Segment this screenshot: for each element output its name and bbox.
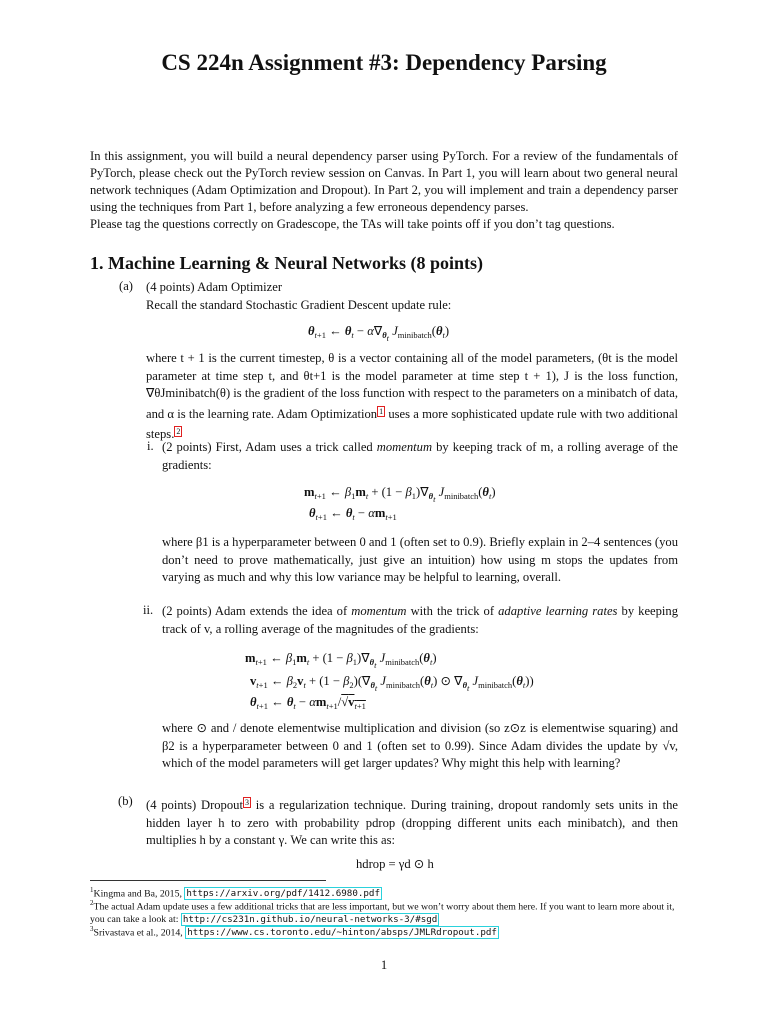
section-heading: 1. Machine Learning & Neural Networks (8 points) [90, 253, 483, 273]
footnote-rule [90, 880, 326, 881]
part-a-recall: Recall the standard Stochastic Gradient Descent update rule: [146, 297, 452, 312]
part-a [146, 279, 676, 314]
part-b-text-1: (4 points) Dropout [146, 798, 243, 812]
page-title: CS 224n Assignment #3: Dependency Parsing [161, 50, 607, 75]
item-i-text-2: by keeping track of m, a rolling average of the gradients: [162, 440, 678, 472]
page-number: 1 [380, 958, 388, 972]
part-a-where-tail: uses a more sophisticated update rule with two additional steps. [146, 406, 678, 441]
footnote-ref-2[interactable]: 2 [176, 427, 181, 436]
intro-paragraph [90, 148, 678, 233]
footnote-2 [90, 897, 680, 926]
adam-equation-v: $v_{t+1}$ ← $\beta_2v_t + (1 - \beta_2)(\nabla_{\theta_t}$ $J_{minibatch}(\theta_t)$ ⊙ $\nabla_{\theta_t}$ $J_{minibatch}(\theta_t)$) [250, 674, 534, 693]
footnote-1-link[interactable]: https://arxiv.org/pdf/1412.6980.pdf [186, 888, 380, 900]
item-i-where: where β1 is a hyperparameter between 0 and 1 (often set to 0.9). Briefly explain in 2–4 sentences (you don’t need to prove mathematically, just give an intuition) how using m stops the updates from varying as much and why this low variance may be helpful to learning, overall. [162, 535, 678, 584]
adam-equation-m: $m_{t+1}$ ← $\beta_1m_t + (1 - \beta_1)\nabla_{\theta_t}$ $J_{minibatch}(\theta_t)$ [245, 651, 437, 670]
momentum-equation-2: $\theta_{t+1}$ ← $\theta_t - \alpha m_{t+1}$ [309, 506, 397, 522]
momentum-equation-1: $m_{t+1}$ ← $\beta_1m_t + (1 - \beta_1)\nabla_{\theta_t}$ $J_{minibatch}(\theta_t)$ [304, 485, 496, 504]
item-ii [162, 603, 678, 638]
footnote-2-link[interactable]: http://cs231n.github.io/neural-networks-3/#sgd [182, 914, 438, 926]
footnote-3-text: Srivastava et al., 2014, [93, 927, 183, 939]
item-ii-where: where ⊙ and / denote elementwise multiplication and division (so z⊙z is elementwise squaring) and β2 is a hyperparameter between 0 and 1 (often set to 0.99). Since Adam divides the update by √v, which of the model parameters will get larger updates? Why might this help with learning? [162, 721, 678, 770]
part-a-where-text: where t + 1 is the current timestep, θ is a vector containing all of the model parameters, (θt is the model parameter at time step t, and θt+1 is the model parameter at time step t + 1), J is the loss function, ∇θJminibatch(θ) is the gradient of the loss function with respect to the parameters on a minibatch of data, and α is the learning rate. Adam Optimization [146, 351, 678, 421]
item-i-text-1: (2 points) First, Adam uses a trick called [162, 440, 373, 454]
intro-note: Please tag the questions correctly on Gradescope, the TAs will take points off if you don’t tag questions. [90, 217, 615, 231]
item-i-momentum: momentum [376, 440, 433, 454]
footnote-1-num: 1 [90, 886, 94, 894]
item-ii-momentum: momentum [351, 604, 407, 618]
footnote-ref-3[interactable]: 3 [244, 798, 249, 807]
item-ii-text-3: by keeping track of v, a rolling average of the magnitudes of the gradients: [162, 604, 679, 636]
footnote-3-link[interactable]: https://www.cs.toronto.edu/~hinton/absps/JMLRdropout.pdf [187, 927, 497, 939]
footnote-1-text: Kingma and Ba, 2015, [93, 888, 182, 900]
footnote-2-text: The actual Adam update uses a few additional tricks that are less important, but we won’t worry about them here. If you want to learn more about it, you can take a look at: [90, 901, 675, 926]
part-a-label: (a) [119, 279, 133, 293]
footnote-3 [90, 923, 680, 939]
footnote-2-num: 2 [90, 899, 94, 907]
part-b [146, 794, 678, 850]
footnote-3-num: 3 [90, 925, 94, 933]
part-b-text-2: is a regularization technique. During training, dropout randomly sets units in the hidden layer h to zero with probability pdrop (dropping different units each minibatch), and then multiplies h by a constant γ. We can write this as: [146, 798, 678, 847]
sgd-equation: $\theta_{t+1}$ ← $\theta_t - \alpha\nabla_{\theta_t}$ $J_{minibatch}(\theta_t)$ [308, 324, 450, 343]
intro-text: In this assignment, you will build a neural dependency parser using PyTorch. For a review of the fundamentals of PyTorch, please check out the PyTorch review session on Canvas. In Part 1, you will learn about two general neural network techniques (Adam Optimization and Dropout). In Part 2, you will implement and train a dependency parser using the techniques from Part 1, before analyzing a few erroneous dependency parses. [90, 149, 678, 214]
item-i [162, 439, 678, 474]
part-a-heading: (4 points) Adam Optimizer [146, 280, 283, 294]
item-ii-label: ii. [143, 603, 154, 617]
part-a-where [146, 350, 678, 444]
item-ii-text-1: (2 points) Adam extends the idea of [162, 604, 348, 618]
item-i-label: i. [147, 439, 154, 453]
part-b-label: (b) [118, 794, 133, 808]
item-ii-alr: adaptive learning rates [498, 604, 618, 618]
adam-equation-theta: $\theta_{t+1}$ ← $\theta_t - \alpha m_{t+1}/√v_{t+1}$ [250, 695, 366, 711]
footnote-ref-1[interactable]: 1 [379, 406, 384, 416]
item-ii-text-2: with the trick of [410, 604, 495, 618]
dropout-equation: hdrop = γd ⊙ h [356, 857, 434, 871]
